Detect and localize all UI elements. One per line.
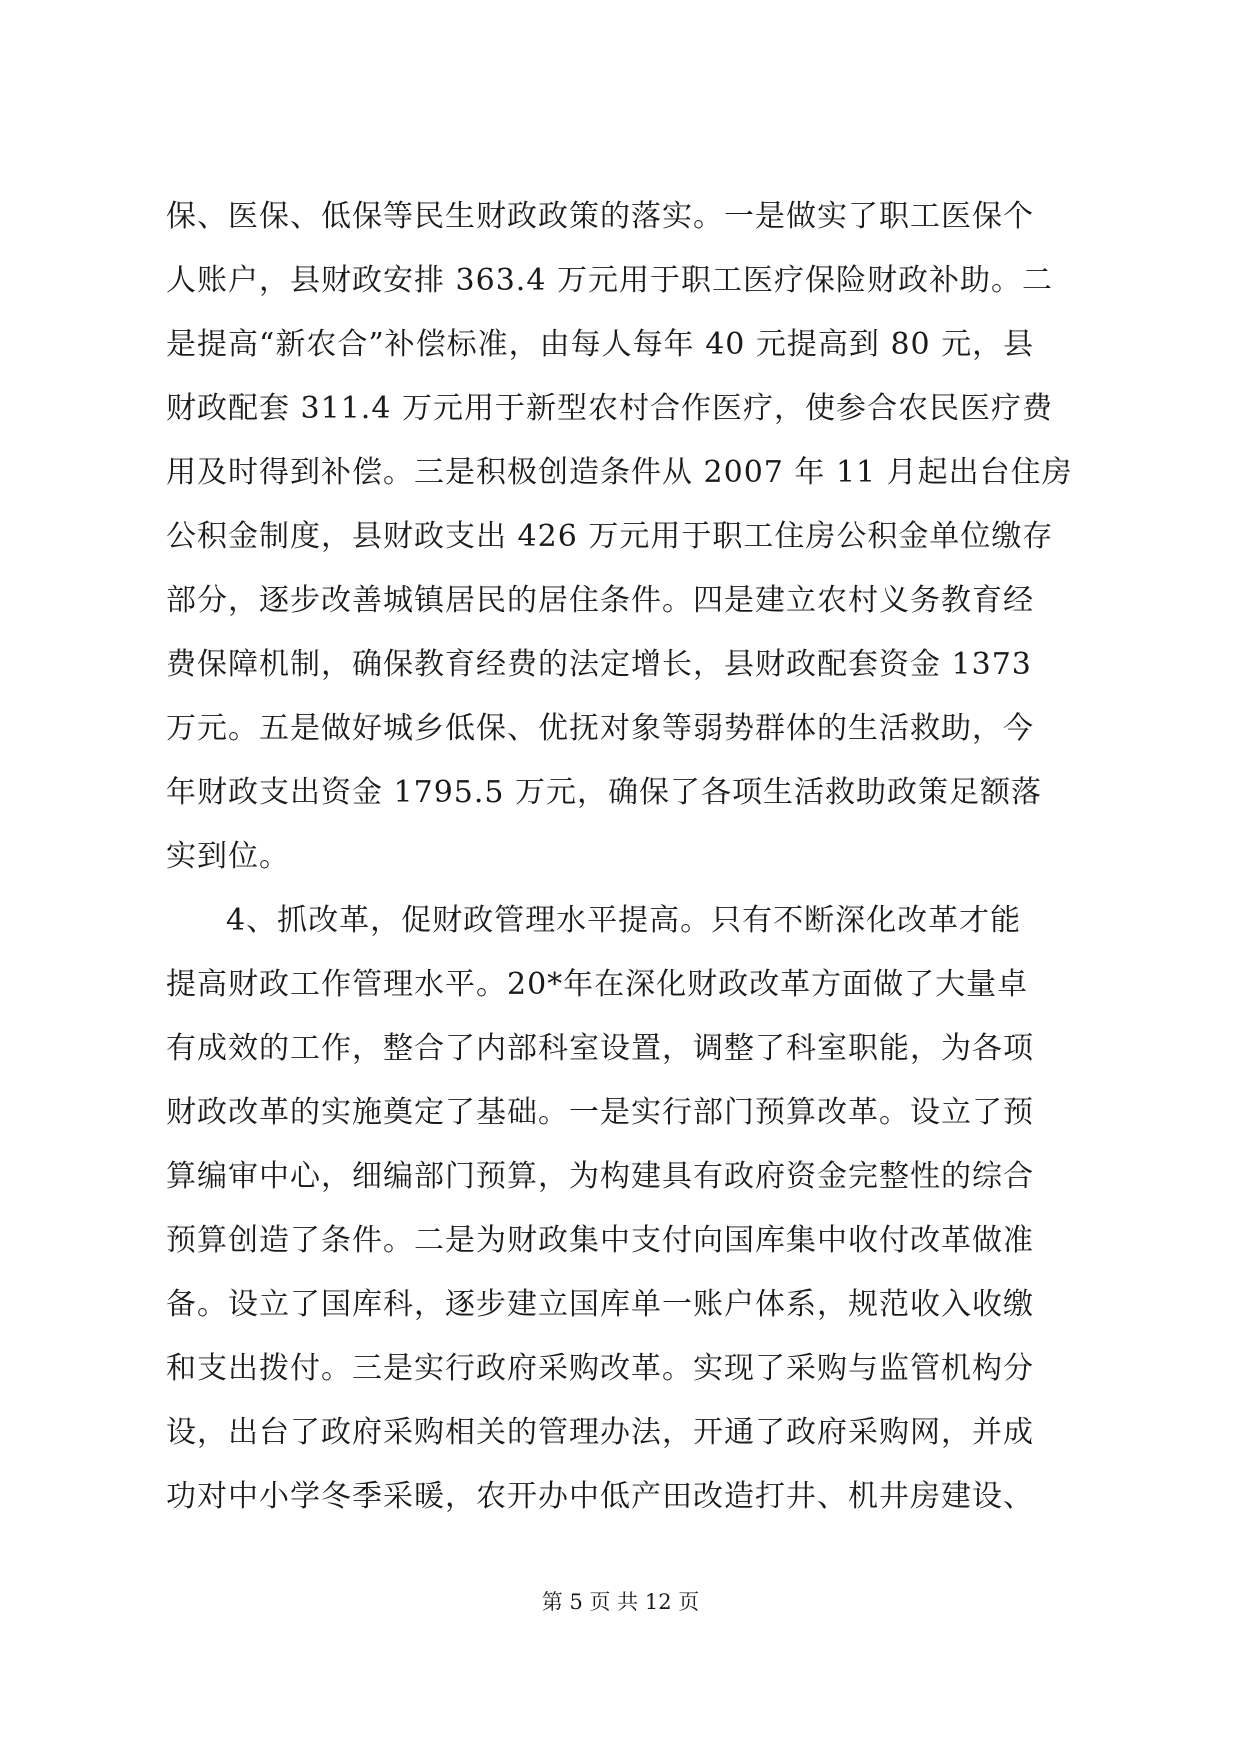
text-line: 和支出拨付。三是实行政府采购改革。实现了采购与监管机构分 [166,1351,1034,1386]
text-line: 设，出台了政府采购相关的管理办法，开通了政府采购网，并成 [166,1415,1034,1450]
text-line: 人账户，县财政安排 363.4 万元用于职工医疗保险财政补助。二 [166,263,1053,298]
text-line: 实到位。 [166,839,290,874]
text-line: 备。设立了国库科，逐步建立国库单一账户体系，规范收入收缴 [166,1287,1034,1322]
text-line: 费保障机制，确保教育经费的法定增长，县财政配套资金 1373 [166,647,1032,682]
text-line: 提高财政工作管理水平。20*年在深化财政改革方面做了大量卓 [166,967,1029,1002]
text-line: 财政改革的实施奠定了基础。一是实行部门预算改革。设立了预 [166,1095,1034,1130]
page-footer: 第 5 页 共 12 页 [541,1590,700,1614]
text-line: 是提高“新农合”补偿标准，由每人每年 40 元提高到 80 元，县 [166,327,1035,362]
text-line: 功对中小学冬季采暖，农开办中低产田改造打井、机井房建设、 [166,1479,1034,1514]
text-line: 万元。五是做好城乡低保、优抚对象等弱势群体的生活救助，今 [166,711,1034,746]
text-line: 保、医保、低保等民生财政政策的落实。一是做实了职工医保个 [166,199,1034,234]
text-line: 部分，逐步改善城镇居民的居住条件。四是建立农村义务教育经 [166,583,1034,618]
text-line: 算编审中心，细编部门预算，为构建具有政府资金完整性的综合 [166,1159,1034,1194]
paragraph-first-line: 4、抓改革，促财政管理水平提高。只有不断深化改革才能 [226,903,1022,938]
text-line: 预算创造了条件。二是为财政集中支付向国库集中收付改革做准 [166,1223,1034,1258]
text-line: 用及时得到补偿。三是积极创造条件从 2007 年 11 月起出台住房 [166,455,1073,490]
text-line: 财政配套 311.4 万元用于新型农村合作医疗，使参合农民医疗费 [166,391,1053,426]
text-line: 有成效的工作，整合了内部科室设置，调整了科室职能，为各项 [166,1031,1034,1066]
text-line: 年财政支出资金 1795.5 万元，确保了各项生活救助政策足额落 [166,775,1043,810]
text-line: 公积金制度，县财政支出 426 万元用于职工住房公积金单位缴存 [166,519,1054,554]
